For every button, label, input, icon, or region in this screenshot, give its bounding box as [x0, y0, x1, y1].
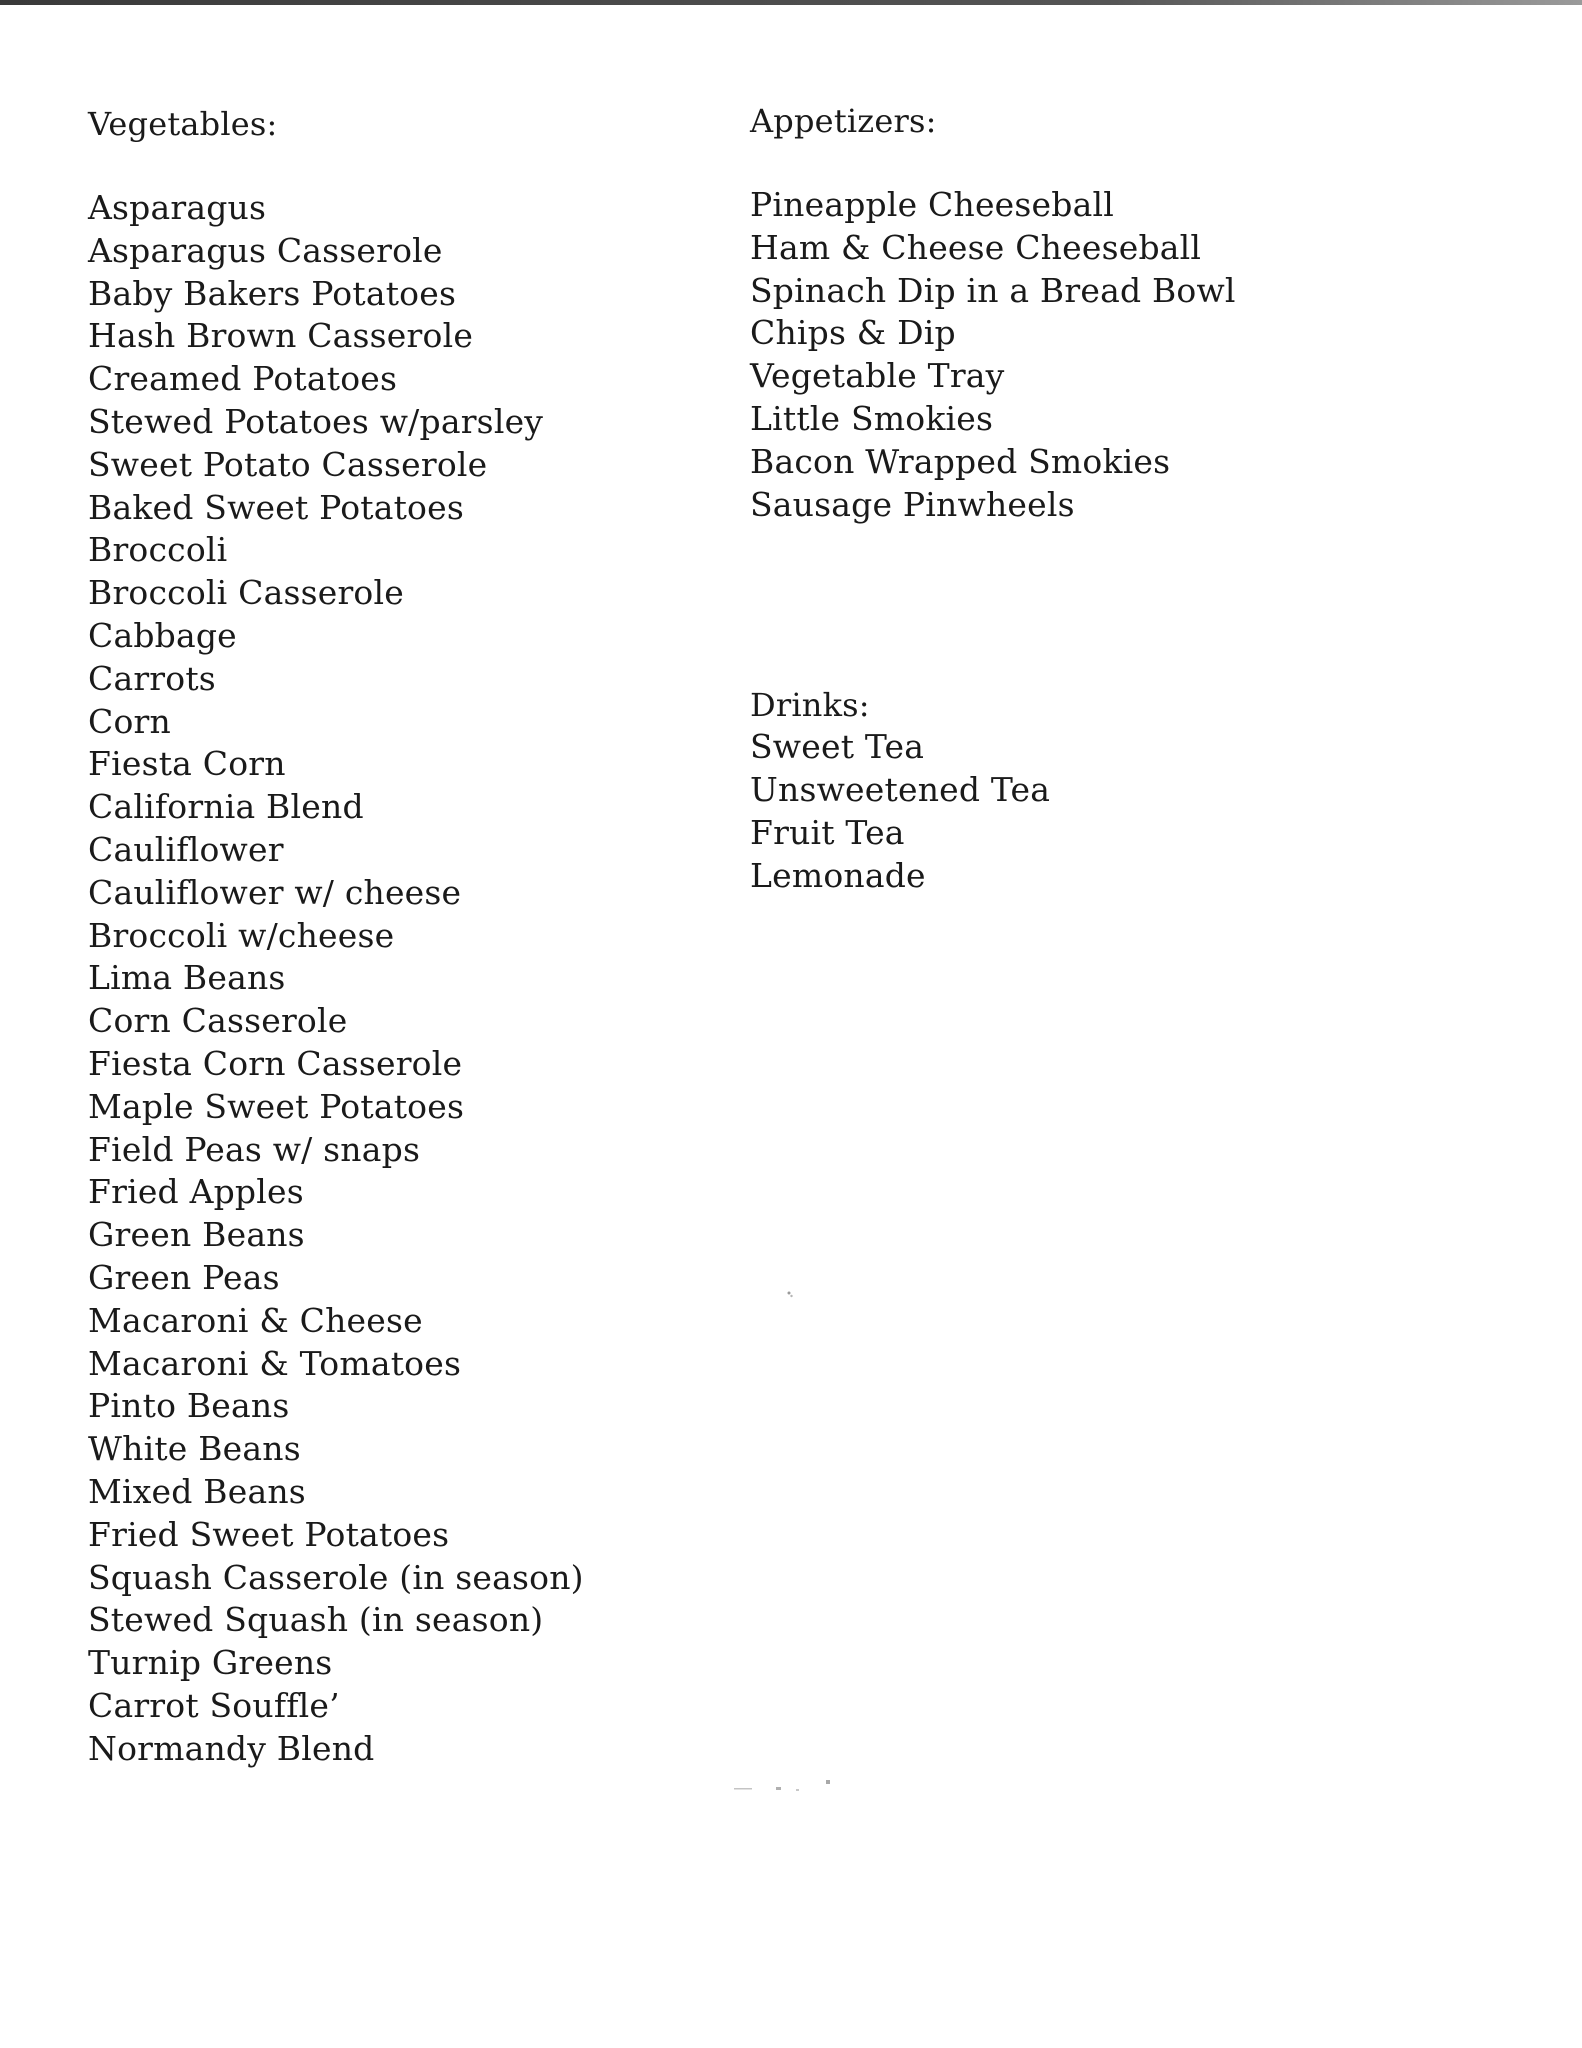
vegetables-section [88, 103, 728, 1770]
list-item: Macaroni & Cheese [88, 1300, 423, 1340]
list-item: Sausage Pinwheels [750, 484, 1075, 524]
list-item: Fiesta Corn [88, 744, 286, 784]
list-item: Spinach Dip in a Bread Bowl [750, 270, 1236, 310]
list-item: Cabbage [88, 615, 237, 655]
list-item: California Blend [88, 787, 364, 827]
list-item: Cauliflower w/ cheese [88, 872, 462, 912]
drinks-list [750, 726, 1450, 897]
list-item: Pinto Beans [88, 1386, 290, 1426]
scan-top-edge [0, 0, 1582, 5]
list-item: Baby Bakers Potatoes [88, 273, 457, 313]
list-item: Corn Casserole [88, 1001, 348, 1041]
list-item: Chips & Dip [750, 313, 956, 353]
list-item: Stewed Squash (in season) [88, 1600, 544, 1640]
appetizers-list [750, 184, 1450, 526]
list-item: Turnip Greens [88, 1643, 333, 1683]
list-item: White Beans [88, 1429, 301, 1469]
list-item: Maple Sweet Potatoes [88, 1086, 465, 1126]
list-item: Fruit Tea [750, 812, 905, 852]
list-item: Lima Beans [88, 958, 286, 998]
scan-speck-mark [786, 1290, 794, 1298]
drinks-heading: Drinks: [750, 686, 870, 725]
appetizers-heading: Appetizers: [750, 102, 937, 140]
list-item: Corn [88, 701, 171, 741]
list-item: Fried Apples [88, 1172, 304, 1212]
list-item: Bacon Wrapped Smokies [750, 441, 1171, 481]
list-item: Carrots [88, 658, 216, 698]
list-item: Broccoli w/cheese [88, 915, 395, 955]
list-item: Ham & Cheese Cheeseball [750, 227, 1202, 267]
list-item: Fiesta Corn Casserole [88, 1043, 463, 1083]
list-item: Broccoli Casserole [88, 573, 404, 613]
scan-specks-mark [730, 1778, 840, 1794]
list-item: Sweet Tea [750, 727, 925, 767]
list-item: Baked Sweet Potatoes [88, 487, 464, 527]
list-item: Unsweetened Tea [750, 770, 1051, 810]
list-item: Squash Casserole (in season) [88, 1557, 584, 1597]
list-item: Stewed Potatoes w/parsley [88, 401, 544, 441]
list-item: Creamed Potatoes [88, 359, 398, 399]
list-item: Pineapple Cheeseball [750, 185, 1114, 224]
list-item: Sweet Potato Casserole [88, 444, 488, 484]
list-item: Asparagus Casserole [88, 230, 443, 270]
list-item: Green Beans [88, 1215, 305, 1255]
list-item: Lemonade [750, 855, 926, 895]
vegetables-list [88, 187, 728, 1770]
vegetables-heading: Vegetables: [88, 105, 278, 143]
list-item: Fried Sweet Potatoes [88, 1514, 450, 1554]
list-item: Field Peas w/ snaps [88, 1129, 421, 1169]
list-item: Normandy Blend [88, 1728, 375, 1768]
list-item: Broccoli [88, 530, 228, 570]
list-item: Mixed Beans [88, 1471, 306, 1511]
list-item: Vegetable Tray [750, 356, 1005, 396]
list-item: Cauliflower [88, 829, 284, 869]
list-item: Hash Brown Casserole [88, 316, 474, 356]
list-item: Carrot Souffle’ [88, 1685, 340, 1725]
list-item: Green Peas [88, 1257, 280, 1297]
list-item: Macaroni & Tomatoes [88, 1343, 462, 1383]
list-item: Asparagus [88, 188, 267, 227]
appetizers-drinks-section [750, 100, 1450, 898]
list-item: Little Smokies [750, 398, 994, 438]
